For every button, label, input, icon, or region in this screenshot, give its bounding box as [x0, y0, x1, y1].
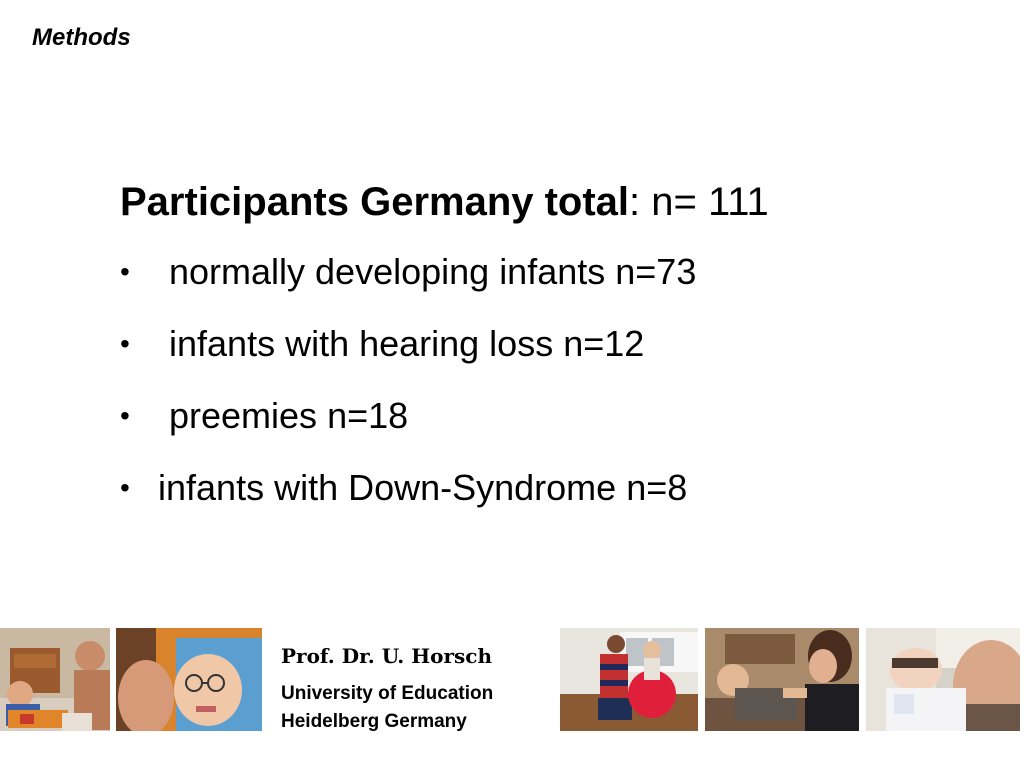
- bullet-icon: •: [120, 328, 130, 359]
- heading-count-text: : n= 111: [629, 180, 769, 224]
- participant-list: [120, 236, 769, 524]
- bullet-icon: •: [120, 400, 130, 431]
- photo-child-on-exercise-ball: [560, 628, 698, 731]
- slide-heading: [120, 176, 769, 228]
- heading-bold-text: Participants Germany total: [120, 180, 630, 224]
- author-name: Prof. Dr. U. Horsch: [281, 644, 492, 668]
- location-line: Heidelberg Germany: [281, 711, 467, 732]
- list-item: [120, 452, 769, 524]
- photo-child-with-glasses-and-mother: [116, 628, 262, 731]
- list-item: [120, 380, 769, 452]
- list-item-text: infants with Down-Syndrome n=8: [158, 467, 688, 508]
- list-item-text: normally developing infants n=73: [169, 251, 697, 292]
- photo-infant-with-toys-and-father: [0, 628, 110, 731]
- section-label: Methods: [32, 24, 131, 51]
- footer-credits: [281, 642, 493, 736]
- list-item: [120, 236, 769, 308]
- bullet-icon: •: [120, 256, 130, 287]
- list-item: [120, 308, 769, 380]
- list-item-text: preemies n=18: [169, 395, 409, 436]
- photo-mother-holding-infant: [705, 628, 859, 731]
- list-item-text: infants with hearing loss n=12: [169, 323, 645, 364]
- bullet-icon: •: [120, 472, 130, 503]
- institution-line: University of Education: [281, 683, 494, 704]
- main-content: [120, 176, 769, 524]
- photo-father-with-newborn: [866, 628, 1020, 731]
